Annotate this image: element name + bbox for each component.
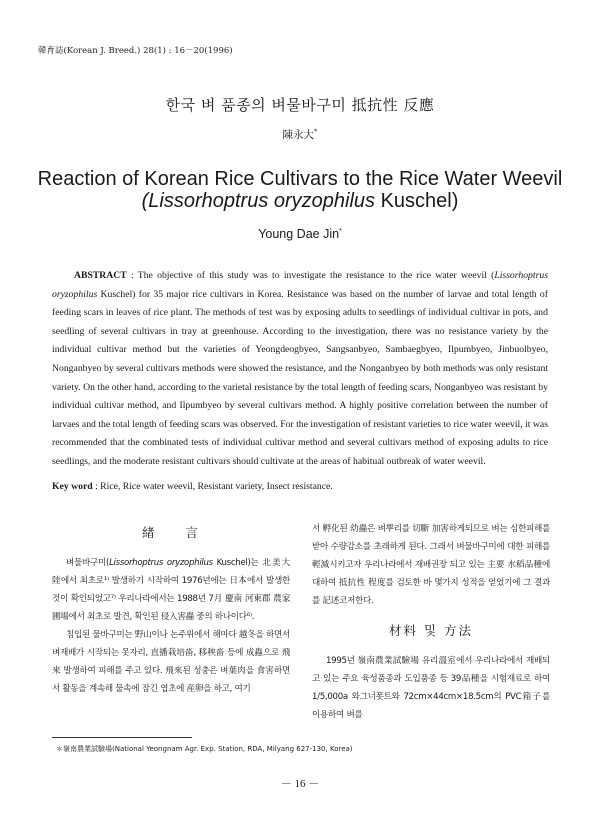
korean-author: [0, 127, 600, 142]
footnote: ＊嶺南農業試驗場(National Yeongnam Agr. Exp. Station, RDA, Milyang 627-130, Korea): [56, 745, 353, 753]
intro-paragraph-2: 침입된 물바구미는 野山이나 논주위에서 해마다 越冬을 하면서 벼재배가 시작되는 못자리, 直播栽培畓, 移秧畓 등에 成蟲으로 飛來 발생하여 피해를 주고 있다. 飛來된 성충은 벼葉肉을 食害하면서 활동을 계속해 물속에 잠긴 엽초에 産卵을 하고, 여기: [52, 630, 290, 694]
keywords: [52, 481, 548, 492]
right-column: [312, 520, 550, 724]
left-column: [52, 520, 290, 698]
korean-title: 한국 벼 품종의 벼물바구미 抵抗性 反應: [165, 96, 435, 114]
keywords-text: : Rice, Rice water weevil, Resistant variety, Insect resistance.: [92, 481, 333, 492]
english-title-species-line: [0, 190, 600, 212]
abstract-body: Kuschel) for 35 major rice cultivars in Korea. Resistance was based on the number of larvae and total length of feeding scars in leaves of rice plant. The methods of test was by exposing adults to seedlings of individual cultivar in pots, and seedling of several cultivars in tray at greenhouse. According to the investigation, there was no resistance variety by the individual cultivar method but the varieties of Yeongdeogbyeo, Sangsanbyeo, Sambaegbyeo, Ilpumbyeo, Jinbuolbyeo, Nonganbyeo by several cultivars methods were showed the resistance, and the Nonganbyeo by both methods was only resistant variety. On the other hand, according to the varietal resistance by the total length of feeding scars, Nonganbyeo was resistant by individual cultivar method, and Ilpumbyeo by several cultivars method. A highly positive correlation between the number of larvaes and the total length of feeding scars was observed. For the investigation of resistant varieties to rice water weevil, it was recommended that the combinated tests of individual cultivar method and several cultivars method of exposing adults to rice seedlings, and the moderate resistant cultivars should cultivate at the areas of habitual outbreak of water weevil.: [52, 288, 548, 467]
english-title-main: Reaction of Korean Rice Cultivars to the Rice Water Weevil: [37, 168, 563, 190]
intro-paragraph-1: [52, 554, 290, 626]
intro-p1-end: Kuschel)는 北美大陸에서 최초로¹⁾ 발생하기 시작하여 1976년에는 日本에서 발생한 것이 확인되었고⁷⁾ 우리나라에서는 1988년 7月 慶南 河東郡 農家圃場에서 최초로 발견, 확인된 侵入害蟲 중의 하나이다⁶⁾.: [52, 558, 290, 622]
english-author-name: Young Dae Jin: [258, 227, 340, 241]
journal-header: 韓育誌(Korean J. Breed.) 28(1) : 16－20(1996): [38, 46, 233, 56]
abstract-intro: The objective of this study was to investigate the resistance to the rice water weevil (: [137, 270, 495, 281]
english-author: [0, 227, 600, 241]
abstract-species: Lissorhoptrus oryzophilus: [52, 270, 548, 300]
abstract-sep: :: [126, 270, 138, 281]
abstract-label: ABSTRACT: [74, 270, 127, 281]
author-mark: *: [314, 127, 318, 136]
english-title-authority: Kuschel): [375, 190, 459, 212]
english-title: [0, 168, 600, 212]
methods-paragraph-1: 1995년 嶺南農業試驗場 유리溫室에서 우리나라에서 재배되고 있는 주요 육성품종과 도입품종 등 39品種을 시험재료로 하여 1/5,000a 와그너폿트와 72cm×44cm×18.5cm의 PVC箱子를 이용하여 벼를: [312, 656, 550, 720]
introduction-heading: 緖 言: [141, 525, 200, 540]
page-number: － 16 －: [280, 778, 320, 790]
keywords-label: Key word: [52, 481, 93, 492]
korean-author-name: 陳永大: [282, 129, 314, 141]
english-author-mark: *: [339, 227, 342, 235]
methods-heading: 材料 및 方法: [388, 623, 474, 638]
english-title-species: (Lissorhoptrus oryzophilus: [141, 190, 376, 212]
intro-p1-species: Lissorhoptrus oryzophilus: [109, 558, 213, 568]
intro-p1-start: 벼물바구미(: [66, 558, 110, 568]
abstract: [52, 267, 548, 472]
footnote-divider: [52, 737, 192, 738]
intro-paragraph-3: 서 孵化된 幼蟲은 벼뿌리를 切斷 加害하게되므로 벼는 심한피해를 받아 수량감소를 초래하게 된다. 그래서 벼물바구미에 대한 피해를 輕減시키고자 우리나라에서 재배권장 되고 있는 主要 水稻品種에 대하여 抵抗性 程度를 검토한 바 몇가지 성적을 얻었기에 그 결과를 記述코저한다.: [312, 524, 550, 606]
